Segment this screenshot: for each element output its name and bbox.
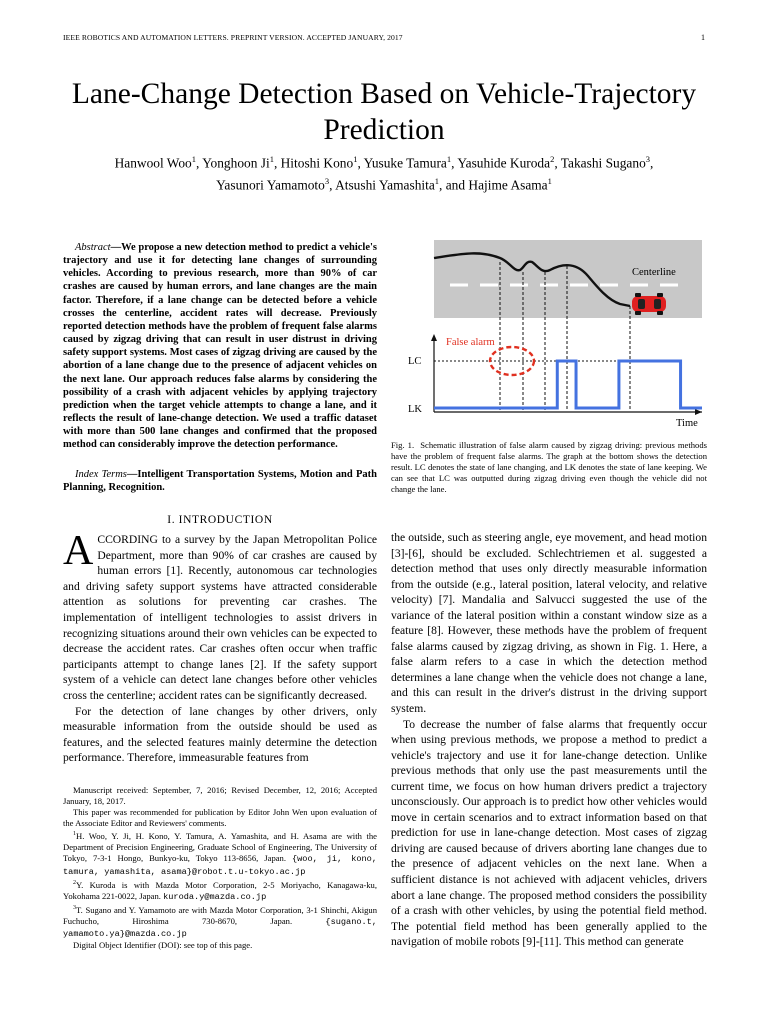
author-name: Hitoshi Kono [280,155,354,171]
abstract-text: We propose a new detection method to predict a vehicle's trajectory and use it for detecting lane changes of surrounding vehicles. According to previous research, more than 90% of car crashes are caused by human errors, and lane changes are the main factor. Therefore, if a lane change can be detected before a vehicle crosses the centerline, accident rates will decrease. Previously reported detection methods have the problem of frequent false alarms caused by zigzag driving that can result in user distrust in driving safety support systems. Most cases of zigzag driving are caused by the abortion of a lane change due to the presence of adjacent vehicles on the next lane. Our approach reduces false alarms by considering the possibility of a crash with adjacent vehicles by applying trajectory prediction when the target vehicle attempts to change a lane, and it reflects the result of lane-change detection. We used a traffic dataset with more than 500 lane changes and confirmed that the proposed method can considerably improve the detection performance. [63,242,377,451]
footnotes [63,785,377,951]
intro-para-4: To decrease the number of false alarms that frequently occur when using previous methods, we propose a method to predict a vehicle's trajectory and use it for lane-change detection. Unlike previous methods that only use the past measurements until the current time, we focus on how human drivers predict a trajectory unconsciously. Our approach is to predict how other vehicles would move in certain scenarios and to extract information based on that prediction for use in lane-change detection. Most cases of zigzag driving are caused because of drivers aborting lane changes due to the presence of adjacent vehicles on the next lane. When a sufficient distance is not achieved with adjacent vehicles, drivers abort a lane change. The proposed method considers the possibility of a crash with other vehicles, by using the potential field method. The potential field method has been generally applied to the navigation of mobile robots [9]-[11]. This method can generate [391,717,707,949]
lk-label: LK [408,404,422,415]
intro-right-column [391,530,707,950]
running-header: IEEE ROBOTICS AND AUTOMATION LETTERS. PREPRINT VERSION. ACCEPTED JANUARY, 2017 [63,33,403,42]
doi-note: Digital Object Identifier (DOI): see top of this page. [73,939,253,950]
author-separator: , and [439,177,469,193]
author-separator: , [357,155,364,171]
author-affiliation-mark: 1 [446,154,452,164]
author-affiliation-mark: 2 [550,154,555,164]
editor-note: This paper was recommended for publication by Editor John Wen upon evaluation of the Associate Editor and Reviewers' comments. [63,807,377,829]
author-name: Yasuhide Kuroda [457,155,551,171]
page-number: 1 [701,33,705,42]
author-separator: , [196,155,203,171]
aff-text: H. Woo, Y. Ji, H. Kono, Y. Tamura, A. Yamashita, and H. Asama are with the Department of Precision Engineering, Graduate School of Engineering, The University of Tokyo, 7-3-1 Hongo, Bunkyo-ku, Tokyo 113-8656, Japan. [63,831,377,864]
dropcap: A [63,528,94,574]
author-name: Hanwool Woo [114,155,192,171]
author-separator: , [273,155,281,171]
affiliation-2 [63,878,377,903]
abstract [63,241,377,452]
index-terms-label: Index Terms [75,469,127,480]
intro-para-2: For the detection of lane changes by other drivers, only measurable information from the outside should be used as features, and the selected features mainly determine the detection performance. Therefore, immeasurable features from [63,704,377,765]
author-affiliation-mark: 1 [191,154,196,164]
author-list [60,150,708,195]
author-affiliation-mark: 1 [434,176,440,187]
detection-signal [434,361,702,408]
author-name: Yonghoon Ji [202,155,270,171]
author-affiliation-mark: 1 [547,176,552,187]
caption-label: Fig. 1. [391,440,415,450]
index-terms-text: Intelligent Transportation Systems, Motion and Path Planning, Recognition. [63,469,377,494]
abstract-dash: — [110,242,122,253]
aff-mark: 2 [73,879,76,886]
index-terms-dash: — [126,469,138,480]
email[interactable]: kuroda.y@mazda.co.jp [163,891,267,902]
intro-left-column [63,528,377,766]
manuscript-note: Manuscript received: September, 7, 2016; Revised December, 12, 2016; Accepted January, 18, 2017. [63,785,377,807]
false-alarm-label: False alarm [446,337,495,348]
figure-caption [391,440,707,495]
intro-para-3: the outside, such as steering angle, eye movement, and head motion [3]-[6], should be excluded. Schlechtriemen et al. suggested a detection method that uses only directly measurable information from the outside (e.g., lateral position, lateral velocity, and relative velocity) [7]. Mandalia and Salvucci suggested the use of the variance of the lateral position within a constant window size as a feature [8]. However, these methods have the problem of frequent false alarms caused by zigzag driving, as shown in Fig. 1. Here, a false alarm refers to a case in which the detection method determines a lane change when the vehicle does not change a lane, and this can result in the driver's distrust in the driving support system. [391,531,707,716]
author-name: Atsushi Yamashita [335,177,435,193]
aff-text: T. Sugano and Y. Yamamoto are with Mazda Motor Corporation, 3-1 Shinchi, Akigun Fuchucho, Hiroshima 730-8670, Japan. [63,904,377,926]
author-affiliation-mark: 1 [353,154,358,164]
paper-title: Lane-Change Detection Based on Vehicle-Trajectory Prediction [71,78,697,146]
author-affiliation-mark: 3 [324,176,330,187]
lc-label: LC [408,356,422,367]
author-separator: , [329,177,336,193]
section-heading: I. INTRODUCTION [167,514,273,526]
author-affiliation-mark: 1 [269,154,274,164]
abstract-label: Abstract [75,242,111,253]
car-icon [632,293,666,315]
author-affiliation-mark: 3 [645,154,651,164]
email[interactable]: {woo, ji, kono, tamura, yamashita, asama}@robot.t.u-tokyo.ac.jp [63,854,378,877]
caption-text: Schematic illustration of false alarm caused by zigzag driving: previous methods have the problem of frequent false alarms. The graph at the bottom shows the detection result. LC denotes the state of lane changing, and LK denotes the state of lane keeping. We can see that LC was outputted during zigzag driving even though the vehicle did not change the lane. [391,440,707,494]
author-name: Yasunori Yamamoto [216,177,325,193]
author-name: Takashi Sugano [560,155,646,171]
author-separator: , [650,155,654,171]
affiliation-1 [63,829,377,877]
figure-1 [408,240,702,435]
first-word: CCORDING [97,533,158,546]
index-terms [63,468,377,494]
author-name: Hajime Asama [468,177,548,193]
centerline-label: Centerline [632,267,676,278]
aff-text: Y. Kuroda is with Mazda Motor Corporation, 2-5 Moriyacho, Kanagawa-ku, Yokohama 221-0022, Japan. [63,879,377,901]
aff-mark: 3 [73,904,76,911]
y-axis-arrow [431,334,437,341]
affiliation-3 [63,903,377,940]
email[interactable]: {sugano.t, yamamoto.ya}@mazda.co.jp [63,916,377,939]
intro-para-1: to a survey by the Japan Metropolitan Police Department, more than 90% of car crashes are caused by human errors [1]. Recently, autonomous car technologies and driving safety support systems have attracted considerable attention as solutions for preventing car crashes. The implementation of intelligent technologies to assist drivers in recognizing situations around their own vehicles can be expected to decrease the accident rates. Car crashes often occur when traffic participants attempt to change lanes [2]. If the safety support system of a vehicle can detect lane changes before other vehicles cross the centerline; accident rates can be significantly decreased. [63,533,377,702]
x-axis-arrow [695,409,702,415]
time-label: Time [676,418,698,429]
author-separator: , [451,155,458,171]
author-separator: , [554,155,561,171]
aff-mark: 1 [73,831,76,838]
author-name: Yusuke Tamura [363,155,447,171]
